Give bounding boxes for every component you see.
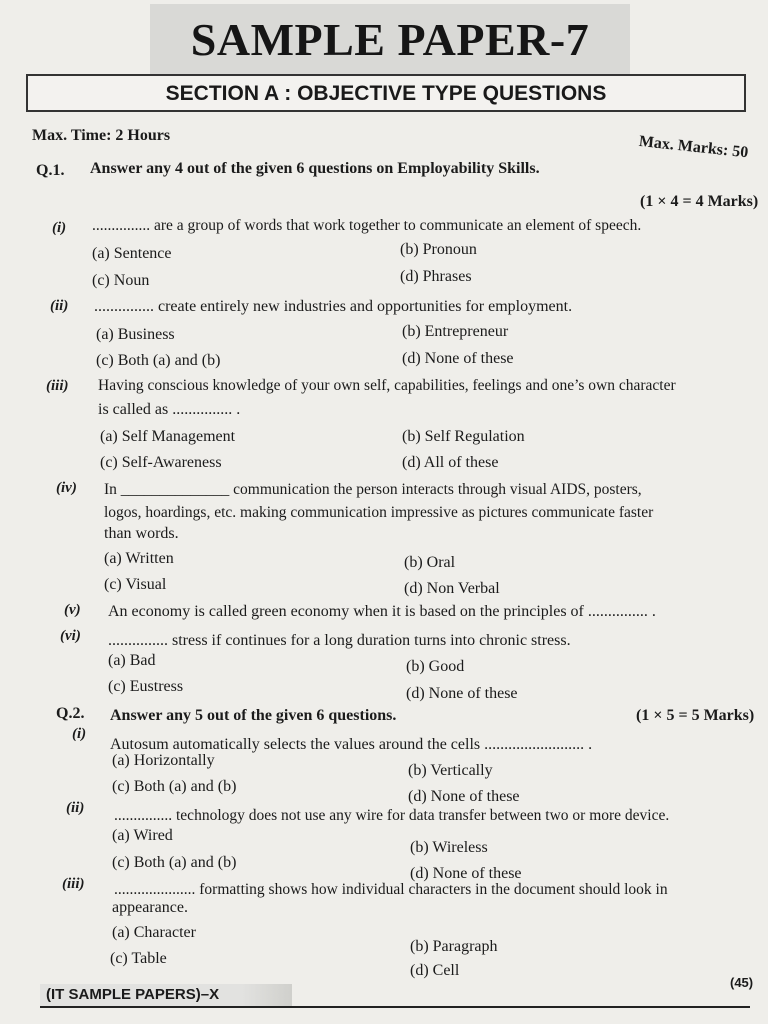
option: (c) Visual <box>104 576 167 593</box>
option: (c) Both (a) and (b) <box>112 778 237 795</box>
option: (b) Oral <box>404 554 456 571</box>
q2-instruction: Answer any 5 out of the given 6 questions. <box>110 707 397 724</box>
q2-marks: (1 × 5 = 5 Marks) <box>636 707 755 724</box>
option: (d) Non Verbal <box>404 580 500 597</box>
q1-item-text: is called as ............... . <box>98 401 241 418</box>
section-heading-box <box>26 74 746 112</box>
option: (d) Phrases <box>400 268 472 285</box>
q1-marks: (1 × 4 = 4 Marks) <box>640 193 759 210</box>
option: (a) Business <box>96 326 175 343</box>
q1-item-text: ............... are a group of words that work together to communicate an element of speech. <box>92 217 642 234</box>
option: (b) Entrepreneur <box>402 323 509 340</box>
option: (a) Bad <box>108 652 156 669</box>
q1-item-label: (i) <box>52 220 67 236</box>
q1-item-text: An economy is called green economy when it is based on the principles of ............... . <box>108 603 656 620</box>
option: (a) Written <box>104 550 174 567</box>
option: (d) None of these <box>408 788 520 805</box>
option: (d) None of these <box>410 865 522 882</box>
footer-series-label: (IT SAMPLE PAPERS)–X <box>40 984 292 1006</box>
option: (c) Both (a) and (b) <box>112 854 237 871</box>
q1-item-text: than words. <box>104 525 179 542</box>
q1-number: Q.1. <box>36 162 65 179</box>
q1-item-text: ............... stress if continues for a long duration turns into chronic stress. <box>108 632 571 649</box>
footer-rule <box>40 1006 750 1008</box>
option: (c) Eustress <box>108 678 184 695</box>
option: (b) Pronoun <box>400 241 477 258</box>
q2-item-text: ..................... formatting shows how individual characters in the document should look in <box>114 881 668 898</box>
q1-item-text: logos, hoardings, etc. making communication impressive as pictures communicate faster <box>104 504 654 521</box>
q1-item-label: (iii) <box>46 378 69 394</box>
page-number: (45) <box>730 975 754 990</box>
q1-item-label: (vi) <box>60 628 81 644</box>
option: (b) Self Regulation <box>402 428 525 445</box>
q2-item-label: (i) <box>72 726 87 742</box>
option: (c) Both (a) and (b) <box>96 352 221 369</box>
q2-item-label: (iii) <box>62 876 85 892</box>
option: (c) Table <box>110 950 167 967</box>
q1-item-label: (v) <box>64 602 81 618</box>
option: (b) Paragraph <box>410 938 498 955</box>
option: (b) Good <box>406 658 465 675</box>
option: (a) Wired <box>112 827 173 844</box>
q1-item-text: ............... create entirely new industries and opportunities for employment. <box>94 298 573 315</box>
option: (a) Sentence <box>92 245 172 262</box>
option: (b) Vertically <box>408 762 493 779</box>
max-marks: Max. Marks: 50 <box>638 132 750 162</box>
q2-item-label: (ii) <box>66 800 85 816</box>
paper-title-banner <box>150 4 630 76</box>
option: (d) None of these <box>402 350 514 367</box>
option: (c) Self-Awareness <box>100 454 222 471</box>
max-time: Max. Time: 2 Hours <box>32 127 171 144</box>
q1-item-text: In ______________ communication the person interacts through visual AIDS, posters, <box>104 481 642 498</box>
q1-instruction: Answer any 4 out of the given 6 questions on Employability Skills. <box>90 160 540 177</box>
option: (b) Wireless <box>410 839 488 856</box>
option: (d) All of these <box>402 454 499 471</box>
paper-title: SAMPLE PAPER-7 <box>190 14 590 65</box>
option: (d) None of these <box>406 685 518 702</box>
option: (a) Character <box>112 924 196 941</box>
option: (a) Horizontally <box>112 752 215 769</box>
option: (c) Noun <box>92 272 150 289</box>
q1-item-label: (ii) <box>50 298 69 314</box>
option: (a) Self Management <box>100 428 236 445</box>
q2-item-text: appearance. <box>112 899 188 916</box>
section-heading: SECTION A : OBJECTIVE TYPE QUESTIONS <box>165 82 607 105</box>
q2-number: Q.2. <box>56 705 85 722</box>
option: (d) Cell <box>410 962 460 979</box>
q2-item-text: Autosum automatically selects the values around the cells ......................... . <box>110 736 593 753</box>
q2-item-text: ............... technology does not use any wire for data transfer between two or more device. <box>114 807 670 824</box>
q1-item-text: Having conscious knowledge of your own self, capabilities, feelings and one’s own character <box>98 377 676 394</box>
q1-item-label: (iv) <box>56 480 77 496</box>
